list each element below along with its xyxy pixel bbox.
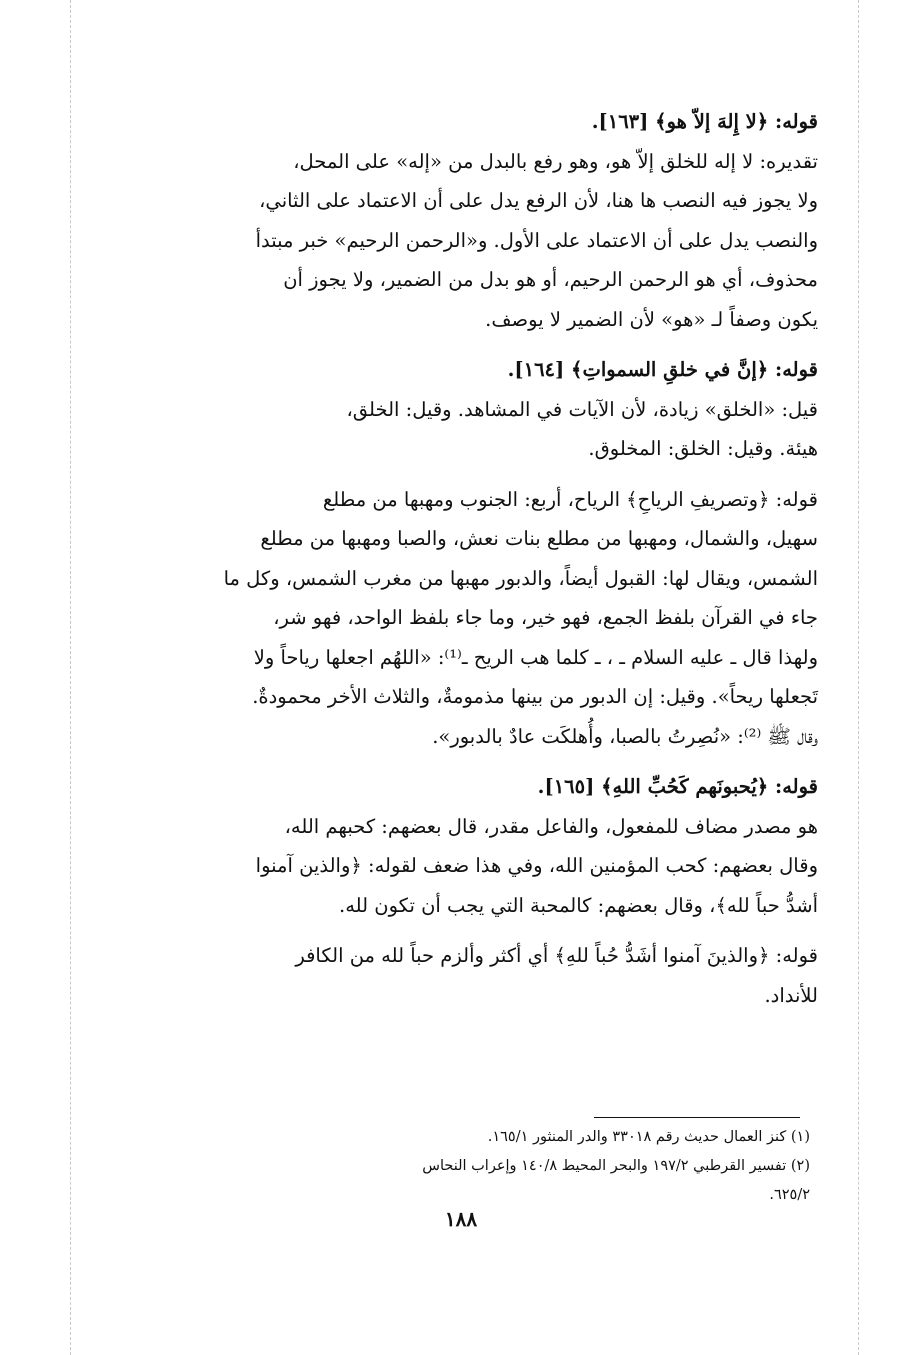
- text-line: تقديره: لا إله للخلق إلاّ هو، وهو رفع بالبدل من «إله» على المحل،: [293, 149, 818, 173]
- text-line: سهيل، والشمال، ومهبها من مطلع بنات نعش، والصبا ومهبها من مطلع: [260, 527, 818, 550]
- text-line: أشدُّ حباً لله﴾، وقال بعضهم: كالمحبة التي يجب أن تكون لله.: [339, 893, 818, 917]
- verse-heading: قوله: ﴿وتصريفِ الرياحِ﴾ الرياح، أربع: الجنوب ومهبها من مطلع: [322, 487, 818, 511]
- text-line: ولهذا قال ـ عليه السلام ـ ، ـ كلما هب الريح ـ⁽¹⁾: «اللهُم اجعلها رياحاً ولا: [253, 645, 818, 669]
- scan-margin-line-right: [858, 0, 859, 1355]
- verse-heading: قوله: ﴿والذينَ آمنوا أشَدُّ حُباً للهِ﴾ أي أكثر وألزم حباً لله من الكافر: [295, 944, 818, 967]
- paragraph-winds: [110, 480, 818, 757]
- main-text: [110, 102, 818, 1015]
- paragraph-verse-165: [110, 767, 818, 925]
- text-line: يكون وصفاً لـ «هو» لأن الضمير لا يوصف.: [485, 307, 818, 331]
- text-line: تَجعلها ريحاً». وقيل: إن الدبور من بينها مذمومةٌ، والثلاث الأخر محمودةٌ.: [252, 685, 818, 708]
- text-line: والنصب يدل على أن الاعتماد على الأول. و«الرحمن الرحيم» خبر مبتدأ: [255, 228, 818, 252]
- footnote-1: (١) كنز العمال حديث رقم ٣٣٠١٨ والدر المنثور ١٦٥/١.: [487, 1129, 810, 1145]
- paragraph-believers: [110, 936, 818, 1015]
- footnotes: [380, 1123, 810, 1210]
- text-line: هيئة. وقيل: الخلق: المخلوق.: [588, 437, 818, 460]
- footnote-2: (٢) تفسير القرطبي ١٩٧/٢ والبحر المحيط ١٤٠/٨ وإعراب النحاس ٦٢٥/٢.: [422, 1158, 810, 1203]
- text-line: وقال بعضهم: كحب المؤمنين الله، وفي هذا ضعف لقوله: ﴿والذين آمنوا: [255, 854, 818, 877]
- text-line: للأنداد.: [764, 983, 818, 1007]
- text-line: قيل: «الخلق» زيادة، لأن الآيات في المشاهد. وقيل: الخلق،: [346, 397, 818, 421]
- text-line: هو مصدر مضاف للمفعول، والفاعل مقدر، قال بعضهم: كحبهم الله،: [284, 814, 818, 838]
- paragraph-verse-164: [110, 350, 818, 469]
- verse-heading: قوله: ﴿يُحبونَهم كَحُبِّ اللهِ﴾ [١٦٥].: [537, 775, 818, 798]
- footnote-separator: [594, 1117, 800, 1118]
- scan-margin-line-left: [70, 0, 71, 1355]
- text-line: ولا يجوز فيه النصب ها هنا، لأن الرفع يدل على أن الاعتماد على الثاني،: [259, 189, 818, 212]
- page-number: ١٨٨: [444, 1207, 478, 1231]
- text-line: محذوف، أي هو الرحمن الرحيم، أو هو بدل من الضمير، ولا يجوز أن: [283, 268, 818, 291]
- paragraph-verse-163: [110, 102, 818, 339]
- verse-heading: قوله: ﴿إنَّ في خلقِ السمواتِ﴾ [١٦٤].: [507, 358, 818, 381]
- text-line: الشمس، ويقال لها: القبول أيضاً، والدبور مهبها من مغرب الشمس، وكل ما: [223, 566, 818, 590]
- text-line: جاء في القرآن بلفظ الجمع، فهو خير، وما جاء بلفظ الواحد، فهو شر،: [273, 606, 818, 629]
- verse-heading: قوله: ﴿لا إِلهَ إلاّ هو﴾ [١٦٣].: [591, 110, 818, 133]
- text-line: وقال ﷺ ⁽²⁾: «نُصِرتُ بالصبا، وأُهلكَت عادٌ بالدبور».: [432, 724, 818, 748]
